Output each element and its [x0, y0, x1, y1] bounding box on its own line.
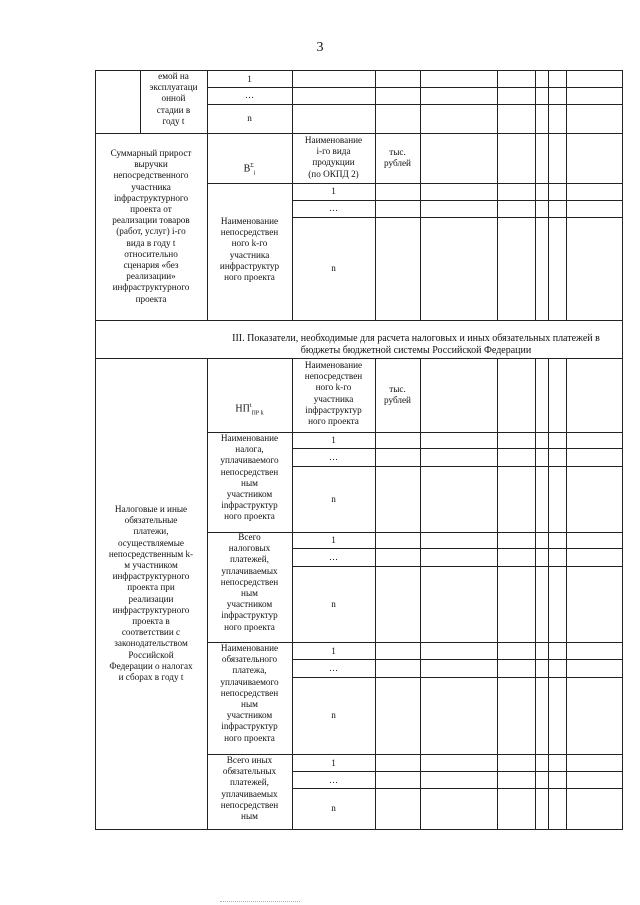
row-index: …: [328, 452, 339, 462]
participant-label: Наименование непосредствен ного k-го участника инфраструктур ного проекта: [219, 216, 280, 283]
unit-label: тыс. рублей: [384, 147, 411, 169]
col-line: [548, 70, 549, 320]
row-line: [292, 771, 623, 772]
row-line: [292, 788, 623, 789]
row-line: [95, 133, 623, 134]
product-name-header: Наименование i-го вида продукции (по ОКПД 2): [304, 135, 363, 179]
row-index: 1: [331, 535, 336, 545]
col-line: [566, 358, 567, 830]
row-index: 1: [331, 435, 336, 445]
revenue-indicator: Суммарный прирост выручки непосредственного участника inфраструктурного проекта от реализации товаров (работ, услуг) i-го вида в году t относительно сценария «без реализации» инфраструктурного проекта: [110, 148, 192, 304]
row-index: 1: [331, 186, 336, 196]
col-line: [420, 70, 421, 320]
tax-group-label: Наименование обязательного платежа, уплачиваемого непосредствен ным участником inфраструктур ного проекта: [220, 643, 279, 743]
section-title: III. Показатели, необходимые для расчета налоговых и иных обязательных платежей в бюджеты бюджетной системы Российской Федерации: [232, 333, 600, 356]
row-index: n: [331, 494, 336, 504]
row-line: [292, 466, 623, 467]
row-line: [95, 358, 623, 359]
row-line: [207, 104, 623, 105]
col-line: [420, 358, 421, 830]
row-line: [292, 677, 623, 678]
row-index: …: [328, 663, 339, 673]
col-line: [566, 70, 567, 320]
col-line: [548, 358, 549, 830]
row-line: [292, 448, 623, 449]
row-index: n: [331, 710, 336, 720]
row-line: [292, 217, 623, 218]
col-line: [497, 70, 498, 320]
tax-group-label: Всего налоговых платежей, уплачиваемых непосредствен ным участником inфраструктур ного проекта: [220, 532, 279, 632]
row-line: [292, 659, 623, 660]
page-number: 3: [316, 40, 324, 55]
col-line: [375, 70, 376, 320]
participant-header: Наименование непосредствен ного k-го участника inфраструктур ного проекта: [304, 360, 363, 427]
top-block-label: емой на эксплуатаци онной стадии в году t: [149, 71, 198, 126]
tax-symbol: $НП^t_{ПР k}$: [235, 403, 264, 417]
col-line: [375, 358, 376, 830]
row-line: [95, 320, 623, 321]
row-index: 1: [247, 74, 252, 84]
row-line: [207, 183, 623, 184]
tax-group-label: Всего иных обязательных платежей, уплачиваемых непосредствен ным: [220, 755, 279, 822]
row-index: n: [331, 599, 336, 609]
col-line: [535, 358, 536, 830]
col-line: [497, 358, 498, 830]
revenue-symbol: $B^\Sigma_i$: [243, 163, 256, 177]
scan-artifact: [220, 901, 300, 902]
row-index: …: [328, 552, 339, 562]
row-index: n: [247, 113, 252, 123]
tax-group-label: Наименование налога, уплачиваемого непосредствен ным участником inфраструктур ного проекта: [220, 433, 279, 522]
row-index: 1: [331, 758, 336, 768]
row-line: [207, 87, 623, 88]
tax-indicator: Налоговые и иные обязательные платежи, осуществляемые непосредственным k- м участником инфраструктурного проекта при реализации инфраструктурного проекта в соответствии с законодательством Российской Федерации о налогах и сборах в году t: [108, 504, 194, 683]
row-index: …: [244, 90, 255, 100]
row-line: [292, 200, 623, 201]
row-index: n: [331, 803, 336, 813]
row-line: [292, 566, 623, 567]
row-index: 1: [331, 646, 336, 656]
unit-label: тыс. рублей: [384, 384, 411, 406]
row-index: n: [331, 263, 336, 273]
row-index: …: [328, 203, 339, 213]
col-line: [535, 70, 536, 320]
row-line: [292, 548, 623, 549]
row-index: …: [328, 775, 339, 785]
